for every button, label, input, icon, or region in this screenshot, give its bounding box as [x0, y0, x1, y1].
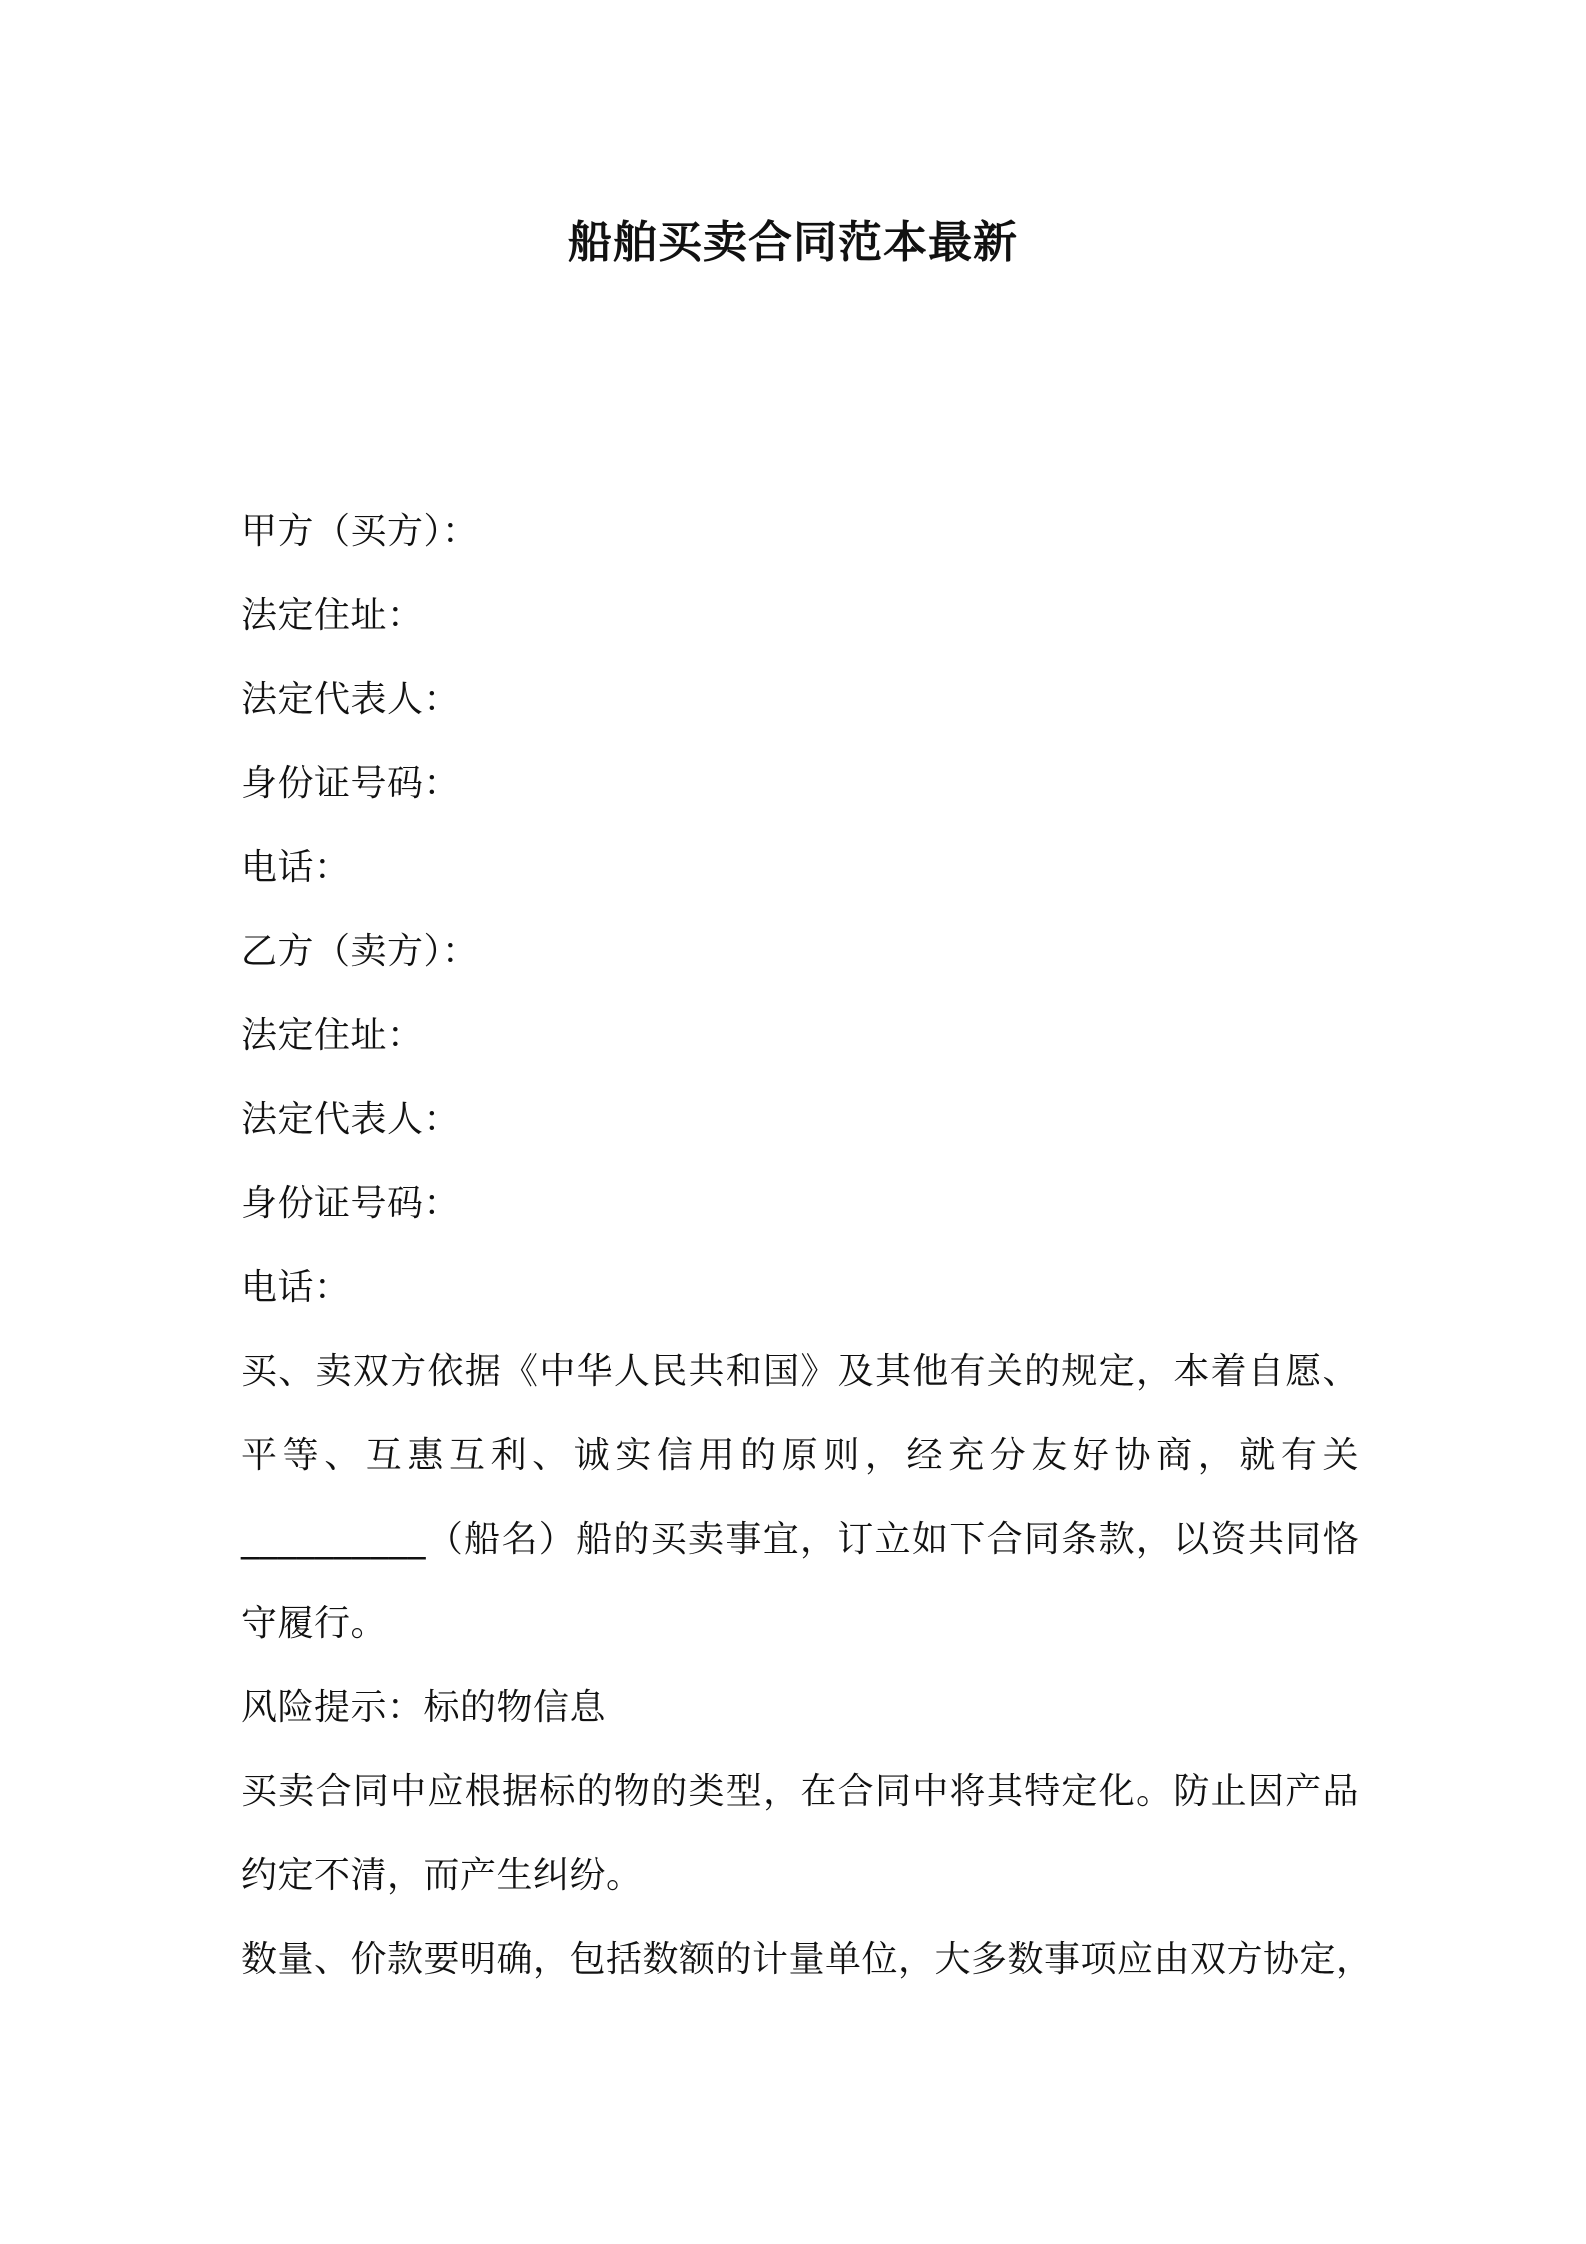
- risk-notice-line: 约定不清，而产生纠纷。: [241, 1855, 643, 1896]
- risk-notice-line: 买卖合同中应根据标的物的类型，在合同中将其特定化。防止因产品: [241, 1771, 1359, 1812]
- party-b-representative-label: 法定代表人：: [241, 1099, 461, 1140]
- preamble-line: 买、卖双方依据《中华人民共和国》及其他有关的规定，本着自愿、: [241, 1351, 1359, 1392]
- party-b-phone-label: 电话：: [241, 1267, 351, 1308]
- party-a-address-label: 法定住址：: [241, 595, 424, 636]
- document-body: [241, 490, 1373, 2002]
- document-title: 船舶买卖合同范本最新: [568, 217, 1018, 268]
- party-a-id-label: 身份证号码：: [241, 763, 461, 804]
- risk-notice-heading: 风险提示：标的物信息: [241, 1687, 607, 1728]
- party-a-phone-label: 电话：: [241, 847, 351, 888]
- quantity-price-line: 数量、价款要明确，包括数额的计量单位，大多数事项应由双方协定，: [241, 1939, 1373, 1980]
- preamble-line: 守履行。: [241, 1603, 388, 1644]
- party-b-label: 乙方（卖方）：: [241, 931, 479, 972]
- party-b-address-label: 法定住址：: [241, 1015, 424, 1056]
- party-b-id-label: 身份证号码：: [241, 1183, 461, 1224]
- preamble-line: 平等、互惠互利、诚实信用的原则，经充分友好协商，就有关: [241, 1435, 1359, 1476]
- party-a-representative-label: 法定代表人：: [241, 679, 461, 720]
- preamble-line: __________（船名）船的买卖事宜，订立如下合同条款，以资共同恪: [241, 1519, 1359, 1560]
- party-a-label: 甲方（买方）：: [241, 511, 479, 552]
